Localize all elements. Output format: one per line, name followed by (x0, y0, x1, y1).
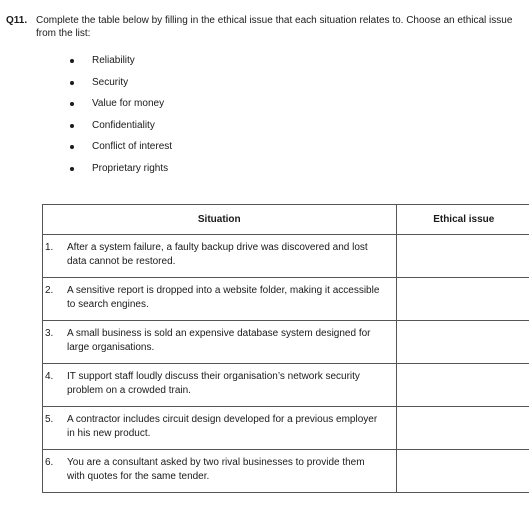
situation-text: After a system failure, a faulty backup drive was discovered and lost data cannot be restored. (67, 242, 368, 267)
option-item (70, 76, 172, 98)
question (6, 14, 521, 40)
bullet-icon (70, 145, 74, 149)
question-number: Q11. (6, 15, 28, 26)
option-label: Conflict of interest (92, 141, 173, 153)
row-number: 6. (45, 457, 54, 468)
option-item (70, 97, 172, 119)
situation-cell (43, 278, 397, 321)
option-list (70, 54, 172, 184)
option-item (70, 119, 172, 141)
ethical-issue-cell[interactable] (396, 235, 529, 278)
situation-cell (43, 450, 397, 493)
table-row (43, 321, 529, 364)
situation-text: A contractor includes circuit design developed for a previous employer in his new product. (67, 414, 378, 439)
row-number: 4. (45, 371, 54, 382)
option-label: Value for money (92, 98, 165, 110)
option-label: Proprietary rights (92, 162, 169, 174)
header-situation: Situation (43, 205, 397, 235)
situation-cell (43, 321, 397, 364)
ethical-issue-cell[interactable] (396, 278, 529, 321)
situation-cell (43, 235, 397, 278)
option-label: Confidentiality (92, 119, 155, 131)
table-row (43, 364, 529, 407)
situation-text: You are a consultant asked by two rival businesses to provide them with quotes for the same tender. (67, 457, 365, 482)
bullet-icon (70, 124, 74, 128)
ethical-issue-cell[interactable] (396, 321, 529, 364)
option-label: Security (92, 76, 129, 88)
row-number: 2. (45, 285, 54, 296)
ethical-issue-cell[interactable] (396, 364, 529, 407)
table-row (43, 278, 529, 321)
ethical-issue-cell[interactable] (396, 450, 529, 493)
table-header-row (43, 205, 529, 235)
situation-cell (43, 364, 397, 407)
table-row (43, 450, 529, 493)
bullet-icon (70, 167, 74, 171)
situation-text: IT support staff loudly discuss their organisation’s network security problem on a crowded train. (67, 371, 360, 396)
header-ethical-issue: Ethical issue (396, 205, 529, 235)
bullet-icon (70, 59, 74, 63)
situation-text: A small business is sold an expensive database system designed for large organisations. (67, 328, 371, 353)
bullet-icon (70, 81, 74, 85)
row-number: 1. (45, 242, 54, 253)
option-item (70, 140, 172, 162)
table-row (43, 407, 529, 450)
option-label: Reliability (92, 55, 135, 66)
bullet-icon (70, 102, 74, 106)
row-number: 3. (45, 328, 54, 339)
table-row (43, 235, 529, 278)
ethical-issue-cell[interactable] (396, 407, 529, 450)
option-item (70, 162, 172, 184)
question-text: Complete the table below by filling in the ethical issue that each situation relates to. Choose an ethical issue from the list: (36, 15, 513, 39)
situation-text: A sensitive report is dropped into a website folder, making it accessible to search engines. (67, 285, 380, 310)
option-item (70, 54, 172, 76)
row-number: 5. (45, 414, 54, 425)
situation-table (42, 204, 529, 493)
situation-cell (43, 407, 397, 450)
